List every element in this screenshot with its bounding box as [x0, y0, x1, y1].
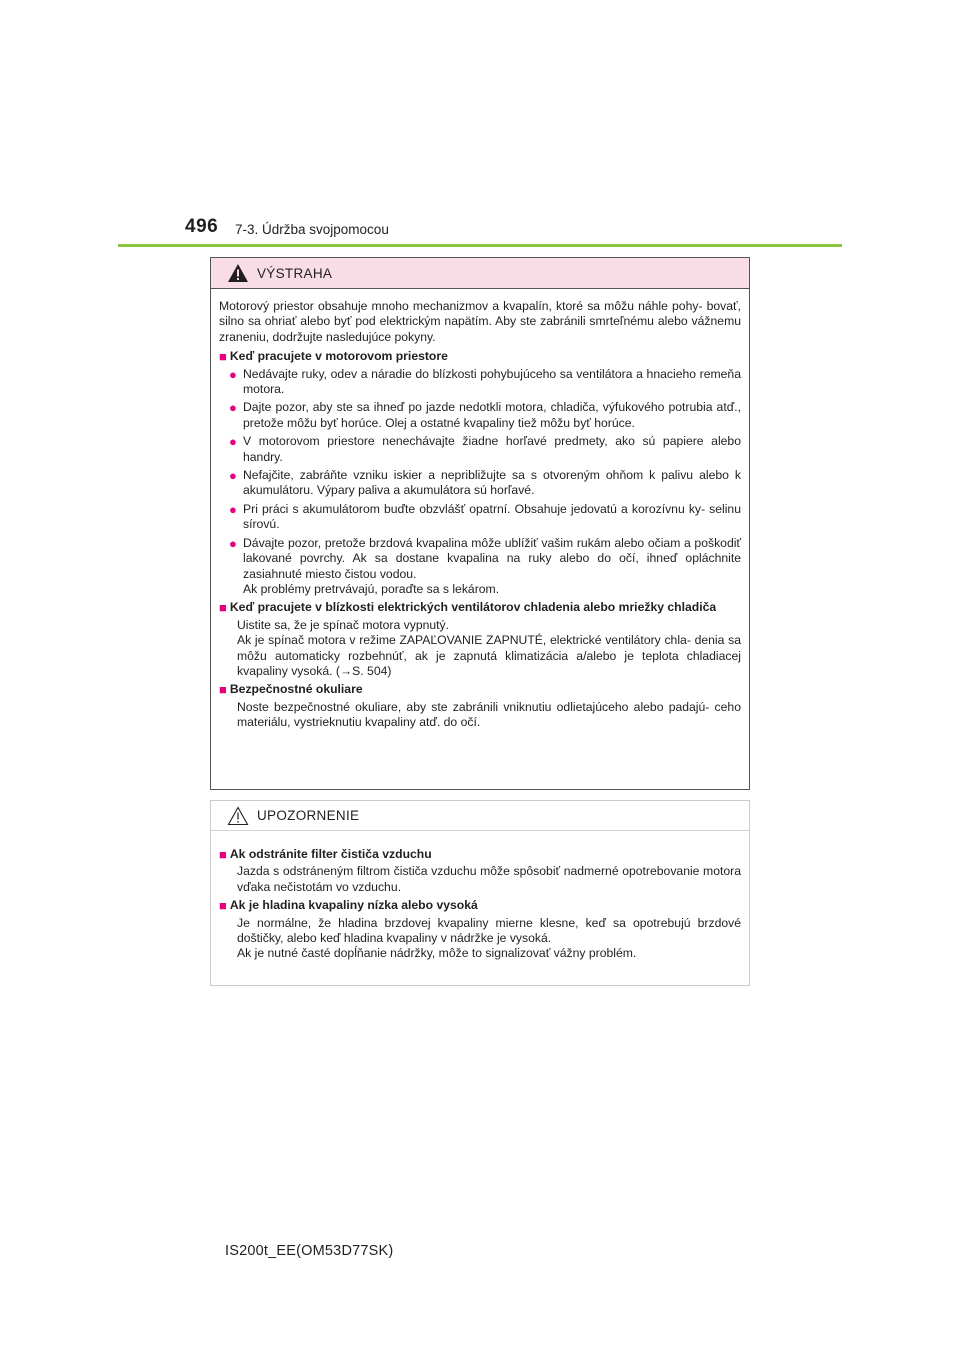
warning-intro: Motorový priestor obsahuje mnoho mechanizmov a kvapalín, ktoré sa môžu náhle pohy- bovať, silno sa ohriať alebo byť pod elektrickým napätím. Aby ste zabránili smrteľnému alebo vážnemu zraneniu, dodržujte nasledujúce pokyny. [219, 299, 741, 344]
square-marker: ■ [219, 600, 227, 616]
bullet-dot: ● [229, 366, 237, 382]
warning-section-heading [219, 682, 741, 697]
caution-title: UPOZORNENIE [257, 808, 360, 823]
bullet-text: V motorovom priestore nenechávajte žiadne horľavé predmety, ako sú papiere alebo handry. [243, 434, 741, 464]
square-marker: ■ [219, 898, 227, 914]
bullet-item [219, 536, 741, 598]
warning-body [211, 289, 749, 731]
caution-section-heading [219, 898, 741, 913]
paragraph-line: Uistite sa, že je spínač motora vypnutý. [237, 617, 450, 632]
bullet-item [219, 468, 741, 499]
bullet-item [219, 400, 741, 431]
bullet-text: Nefajčite, zabráňte vzniku iskier a nepribližujte sa s otvoreným ohňom k palivu alebo k akumulátoru. Výpary paliva a akumulátora sú horľavé. [243, 468, 741, 498]
warning-box [210, 257, 750, 790]
caution-triangle-icon [227, 806, 249, 826]
bullet-item [219, 367, 741, 398]
warning-header [211, 258, 749, 289]
square-marker: ■ [219, 349, 227, 365]
paragraph-line: Ak je nutné časté dopĺňanie nádržky, môže to signalizovať vážny problém. [237, 946, 637, 961]
warning-title: VÝSTRAHA [257, 265, 333, 281]
square-marker: ■ [219, 847, 227, 862]
section-title: 7-3. Údržba svojpomocou [235, 222, 389, 237]
heading-text: Ak je hladina kvapaliny nízka alebo vysoká [229, 898, 478, 913]
paragraph-line: Jazda s odstráneným filtrom čističa vzduchu môže spôsobiť nadmerné opotrebovanie motora vďaka nečistotám vo vzduchu. [237, 864, 741, 894]
heading-text: Keď pracujete v motorovom priestore [229, 349, 448, 364]
caution-body [211, 831, 749, 962]
caution-box [210, 800, 750, 986]
paragraph-line: Noste bezpečnostné okuliare, aby ste zabránili vniknutiu odlietajúceho alebo padajú- ceho materiálu, vystrieknutiu kvapaliny atď. do očí. [237, 699, 741, 730]
caution-paragraph [219, 916, 741, 962]
model-code-footer: IS200t_EE(OM53D77SK) [225, 1243, 394, 1259]
bullet-text [243, 536, 741, 598]
bullet-text: Nedávajte ruky, odev a náradie do blízkosti pohybujúceho sa ventilátora a hnacieho remeňa motora. [243, 366, 741, 397]
heading-text: Bezpečnostné okuliare [229, 682, 363, 697]
warning-paragraph [219, 700, 741, 731]
bullet-text: Dajte pozor, aby ste sa ihneď po jazde nedotkli motora, chladiča, výfukového potrubia atď., pretože môžu byť horúce. Olej a ostatné kvapaliny tiež môžu byť horúce. [243, 400, 741, 430]
bullet-dot: ● [229, 434, 237, 450]
warning-triangle-icon [227, 263, 249, 283]
bullet-dot: ● [229, 400, 237, 416]
header-rule [118, 244, 842, 247]
square-marker: ■ [219, 682, 227, 698]
bullet-text-main: Dávajte pozor, pretože brzdová kvapalina môže ublížiť vašim rukám alebo očiam a poškodiť lakované povrchy. Ak sa dostane kvapalina na ruky alebo do očí, ihneď opláchnite zasiahnuté miesto čistou vodou. [243, 535, 741, 581]
bullet-dot: ● [229, 535, 237, 551]
heading-text: Keď pracujete v blízkosti elektrických ventilátorov chladenia alebo mriežky chladiča [229, 600, 717, 615]
bullet-item [219, 434, 741, 465]
heading-text: Ak odstránite filter čističa vzduchu [229, 847, 432, 861]
paragraph-line: Je normálne, že hladina brzdovej kvapaliny mierne klesne, keď sa opotrebujú brzdové doštičky, alebo keď hladina kvapaliny v nádržke je vysoká. [237, 915, 741, 946]
page-number: 496 [185, 216, 219, 237]
caution-section-heading [219, 847, 741, 862]
warning-section-heading [219, 600, 741, 615]
caution-header [211, 801, 749, 831]
warning-paragraph [219, 618, 741, 680]
bullet-item [219, 502, 741, 533]
bullet-dot: ● [229, 468, 237, 484]
bullet-text: Pri práci s akumulátorom buďte obzvlášť opatrní. Obsahuje jedovatú a korozívnu ky- selinu sírovú. [243, 501, 741, 532]
paragraph-line: Ak je spínač motora v režime ZAPAĽOVANIE ZAPNUTÉ, elektrické ventilátory chla- denia sa môžu automaticky rozbehnúť, ak je zapnutá klimatizácia a/alebo je teplota chladiacej kvapaliny vysoká. (→S. 504) [237, 633, 741, 678]
caution-paragraph [219, 864, 741, 895]
bullet-text-extra: Ak problémy pretrvávajú, poraďte sa s lekárom. [243, 581, 500, 596]
warning-section-heading [219, 349, 741, 364]
bullet-dot: ● [229, 501, 237, 517]
page-header [185, 216, 845, 246]
